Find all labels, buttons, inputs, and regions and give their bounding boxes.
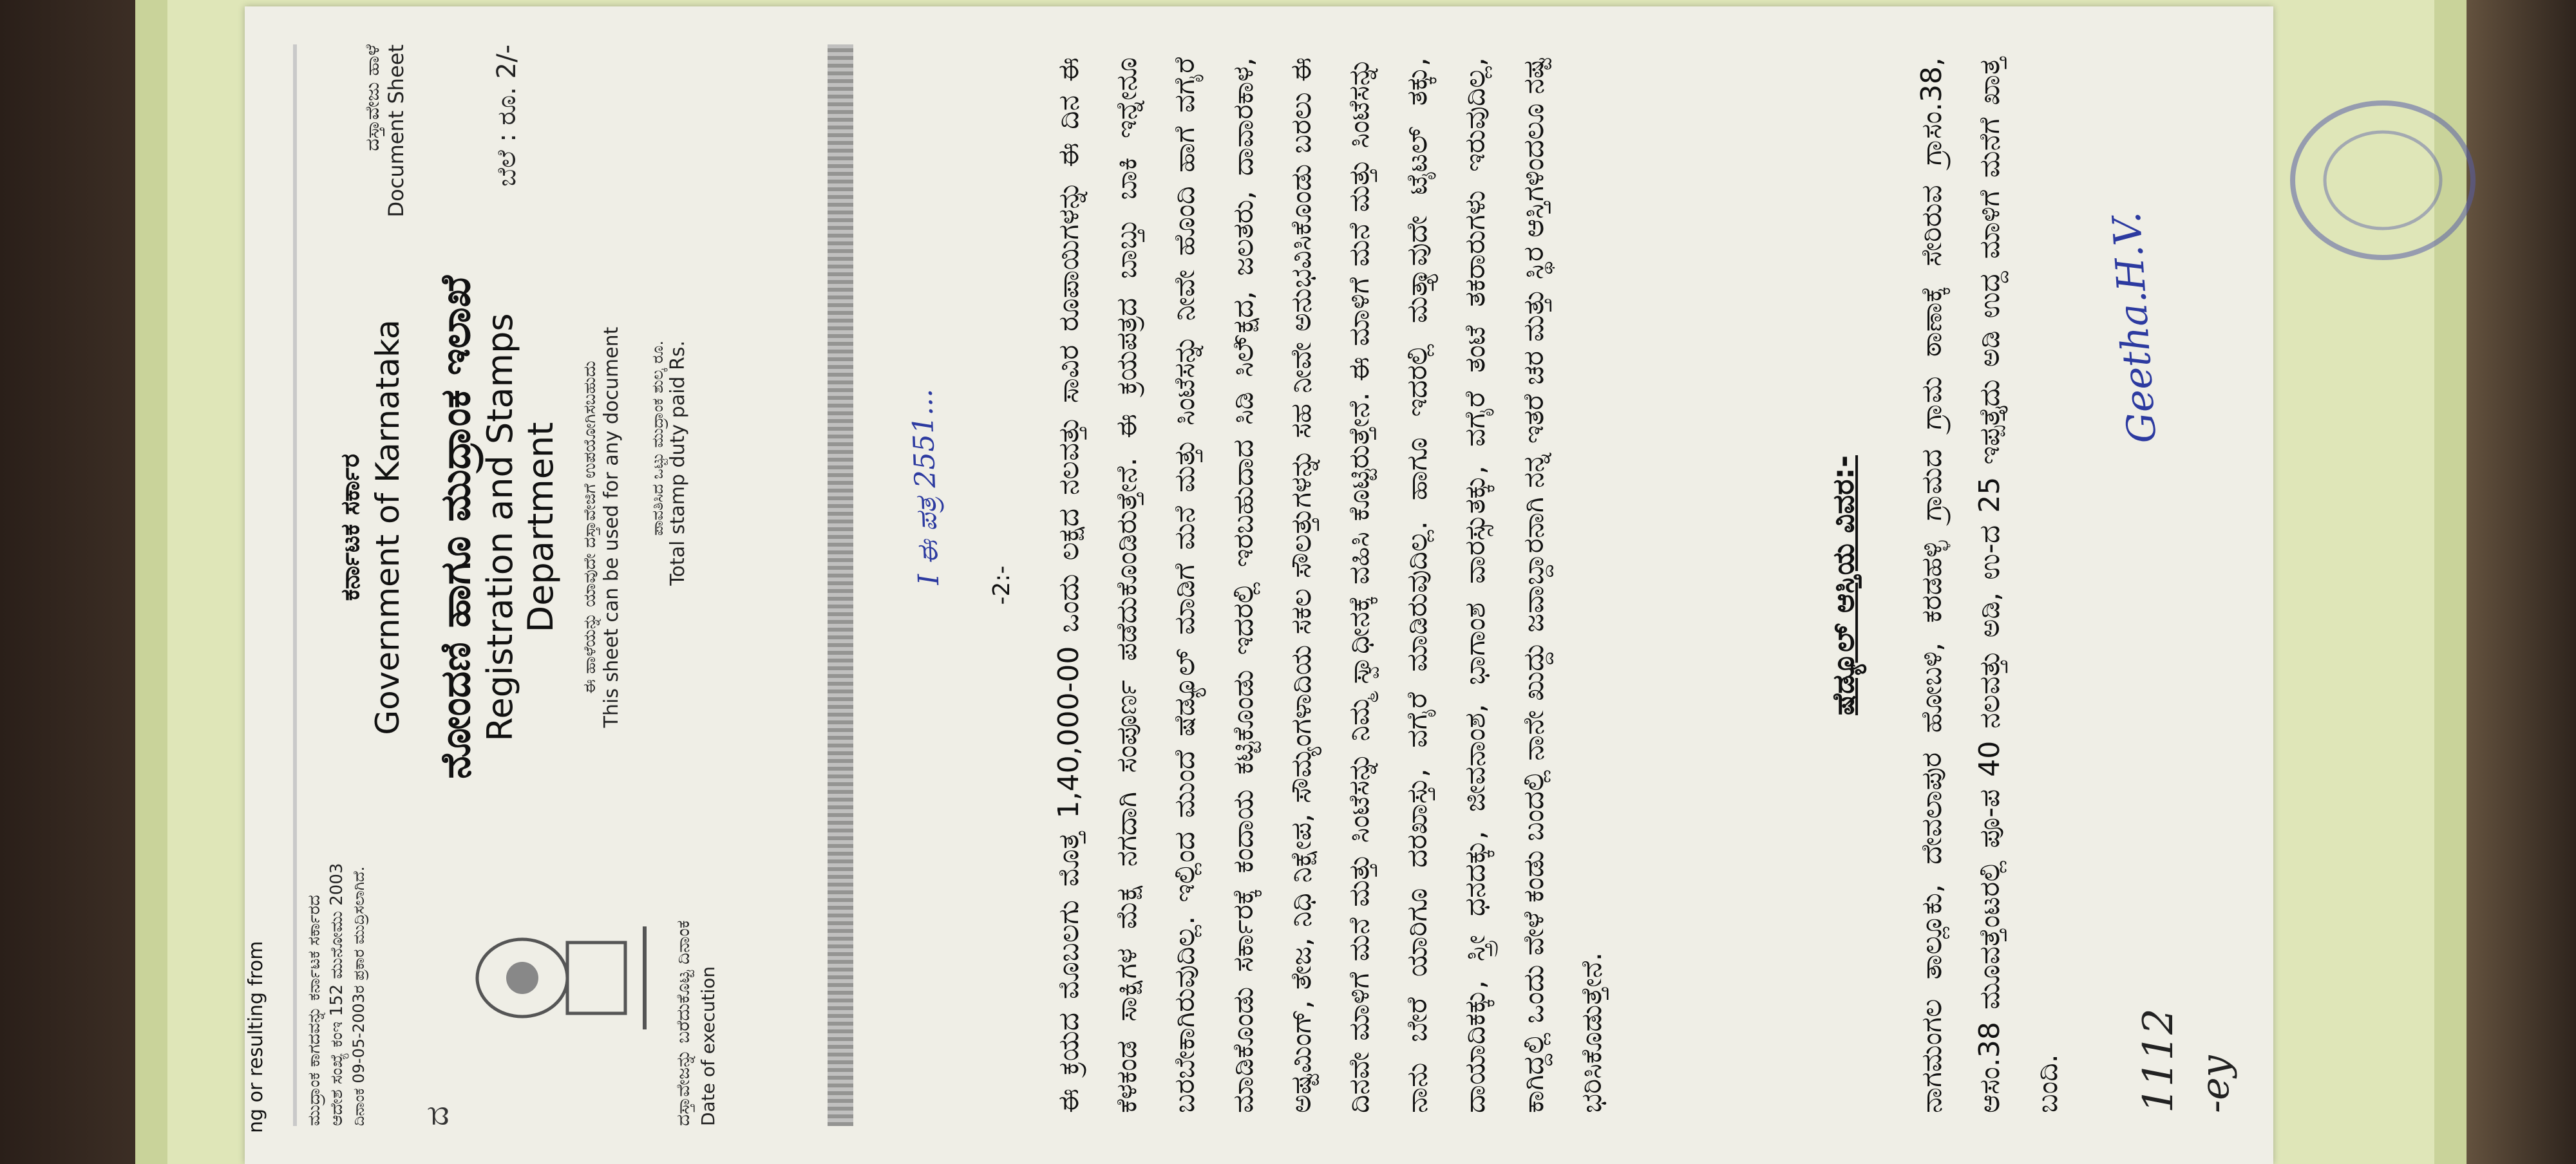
stamp-duty-kn: ಪಾವತಿಸಿದ ಒಟ್ಟು ಮುದ್ರಾಂಕ ಶುಲ್ಕ ರೂ. bbox=[649, 341, 667, 536]
date-exec-kn: ದಸ್ತಾವೇಜನ್ನು ಬರೆದುಕೊಟ್ಟ ದಿನಾಂಕ bbox=[672, 920, 694, 1126]
government-title-en: Government of Karnataka bbox=[369, 319, 406, 735]
date-exec-en: Date of execution bbox=[697, 966, 719, 1126]
schedule-paragraph: ನಾಗಮಂಗಲ ತಾಲ್ಲೂಕು, ದೇವಲಾಪುರ ಹೋಬಳಿ, ಕರಡಹಳ್ಳಿ ಗ್ರಾಮದ ಗ್ರಾಮ ಠಾಣಾಕ್ಕೆ ಸೇರಿರುವ ಗ್ರಾಸಂ.38, ಆಸಂ.38 ಮೂವತ್ತೆಂಟರಲ್ಲಿ ಪೂ-ಪ 40 ನಲವತ್ತು ಅಡಿ, ಉ-ದ 25 ಇಪ್ಪತ್ತೈದು ಅಡಿ ಉದ್ದ ಮಾಳಿಗೆ ಮನೆಗೆ ಖಾತ್ತ ಬಂದಿ. bbox=[1915, 57, 2065, 1113]
header-left-line: ಆದೇಶ ಸಂಖ್ಯೆ ಕಂಇ 152 ಮುನೋಮು 2003 bbox=[327, 863, 347, 1126]
document-sheet-kn: ದಸ್ತಾವೇಜು ಹಾಳೆ bbox=[361, 44, 384, 151]
document-page bbox=[245, 6, 2273, 1164]
handwritten-signature: Geetha.H.V. bbox=[2104, 210, 2166, 445]
header-right bbox=[361, 44, 522, 250]
header-center bbox=[336, 263, 689, 791]
header-left-line: ಮುದ್ರಾಂಕ ಕಾಗದವನ್ನು ಕರ್ನಾಟಕ ಸರ್ಕಾರದ bbox=[305, 895, 324, 1126]
margin-handwritten-mark: 1112 bbox=[2135, 1008, 2183, 1113]
sheet-note-en: This sheet can be used for any document bbox=[600, 326, 623, 728]
document-sheet-en: Document Sheet bbox=[384, 44, 408, 218]
department-title-en: Registration and Stamps Department bbox=[480, 313, 561, 742]
sheet-note-kn: ಈ ಹಾಳೆಯನ್ನು ಯಾವುದೇ ದಸ್ತಾವೇಜಿಗೆ ಉಪಯೋಗಿಸಬಹುದು bbox=[580, 361, 600, 694]
header-left-line: ದಿನಾಂಕ 09-05-2003ರ ಪ್ರಕಾರ ಮುದ್ರಿಸಲಾಗಿದೆ. bbox=[350, 866, 368, 1126]
department-title-kn: ನೋಂದಣಿ ಹಾಗೂ ಮುದ್ರಾಂಕ ಇಲಾಖೆ bbox=[432, 276, 480, 779]
header-left-notes bbox=[303, 791, 370, 1126]
seal-mark: ದ bbox=[419, 1105, 455, 1126]
stamp-paper-header bbox=[293, 44, 825, 1126]
underlying-page-text: ng or resulting from bbox=[245, 941, 267, 1133]
government-title-kn: ಕರ್ನಾಟಕ ಸರ್ಕಾರ bbox=[336, 453, 365, 601]
page-number: -2:- bbox=[989, 565, 1015, 605]
sheet-price: ಬೆಲೆ : ರೂ. 2/- bbox=[492, 44, 522, 187]
round-office-seal bbox=[2267, 77, 2499, 283]
security-border-band bbox=[828, 44, 853, 1126]
handwritten-stamp-code: I ಈ ಪತ್ರ 2551... bbox=[905, 388, 946, 586]
date-of-execution bbox=[670, 920, 721, 1126]
stamp-duty-en: Total stamp duty paid Rs. bbox=[667, 341, 689, 586]
schedule-heading: ಷೆಡ್ಯೂಲ್ ಆಸ್ತಿಯ ವಿವರ:- bbox=[1826, 455, 1861, 715]
margin-handwritten-mark: -ey bbox=[2193, 1055, 2238, 1113]
state-emblem-icon bbox=[464, 907, 658, 1049]
deed-body-paragraph: ಈ ಕ್ರಯದ ಮೊಬಲಗು ಮೊತ್ತ 1,40,000-00 ಒಂದು ಲಕ್ಷದ ನಲವತ್ತು ಸಾವಿರ ರೂಪಾಯಿಗಳನ್ನು ಈ ದಿನ ಈ ಕೆಳಕಂಡ ಸಾಕ್ಷಿಗಳ ಮೆಕ್ಷ ನಗದಾಗಿ ಸಂಪೂರ್ಣ ಪಡೆದುಕೊಂಡಿರುತ್ತೇನೆ. ಈ ಕ್ರಯಪತ್ರದ ಬಾಬ್ತು ಬಾಕಿ ಇನ್ನೇನೂ ಬರಬೇಕಾಗಿರುವುದಿಲ್ಲ. ಇಲ್ಲಿಂದ ಮುಂದೆ ಷೆಡ್ಯೂಲ್ ಮಾಡಿಗೆ ಮನೆ ಮತ್ತು ಸಿಂಟೆಸನ್ನು ನೀವೇ ಹೊಂದಿ ಹಾಗೆ ವಗೈರೆ ಮಾಡಿಕೊಂಡು ಸರ್ಕಾರಕ್ಕೆ ಕಂದಾಯ ಕಟ್ಟಿಕೊಂಡು ಇದರಲ್ಲಿ ಇರಬಹುದಾದ ಸಿಡಿ ಸಿಲ್ಕ್ಷೆದ, ಜಲತರು, ದಾವಾರಕಾಳ, ಅಷ್ಟಮಿಂಗ್, ತೇಜ, ನಿಧಿ ನಿಕ್ಷೇಪ, ಸೌಮ್ಯಂಗಳಾದಿಯ ಸಕಲ ಸೌಲತ್ತುಗಳನ್ನು ಸಹ ನೀವೇ ಅನುಭವಿಸಿಕೊಂಡು ಬರಲು ಈ ದಿನವೇ ಮಾಳಿಗೆ ಮನೆ ಮತ್ತು ಸಿಂಟೆಸನ್ನು ನಿಮ್ಮ ಸ್ವಾಧೀನಕ್ಕೆ ವಹಿಸಿ ಕೊಟ್ಟಿರುತ್ತೇನೆ. ಈ ಮಾಳಿಗೆ ಮನೆ ಮತ್ತು ಸಿಂಟೆಸನ್ನು ನಾನು ಬೇರೆ ಯಾರಿಗೂ ದರಖಾಸ್ತು, ವಗೈರೆ ಮಾಡಿರುವುದಿಲ್ಲ. ಹಾಗೂ ಇದರಲ್ಲಿ ಮತ್ತ್ಯಾವುದೇ ಟೈಟಲ್ ತಕ್ಕು, ದಾಯಾದಿಕಕ್ಕು, ಸ್ತ್ರೀ ಧನದಕ್ಕು, ಜೀವನಾಂಶ, ಭಾಗಾಂಶ ವಾರಸ್ಸುತಕ್ಕು, ವಗೈರೆ ತಂಟೆ ತಕರಾರುಗಳು ಇರುವುದಿಲ್ಲ, ಕಾಗಿದ್ದಲ್ಲಿ ಒಂದು ವೇಳೆ ಕಂಡು ಬಂದಲ್ಲಿ ನಾನೇ ಖುದ್ದು ಜವಾಬ್ದಾರನಾಗಿ ನನ್ನ ಇತರೆ ಚರ ಮತ್ತು ಸ್ಥಿರ ಆಸ್ತಿಗಳಿಂದಲೂ ನಷ್ಟ ಭರಿಸಿಕೊಡುತ್ತೇನೆ. bbox=[1052, 57, 1608, 1113]
